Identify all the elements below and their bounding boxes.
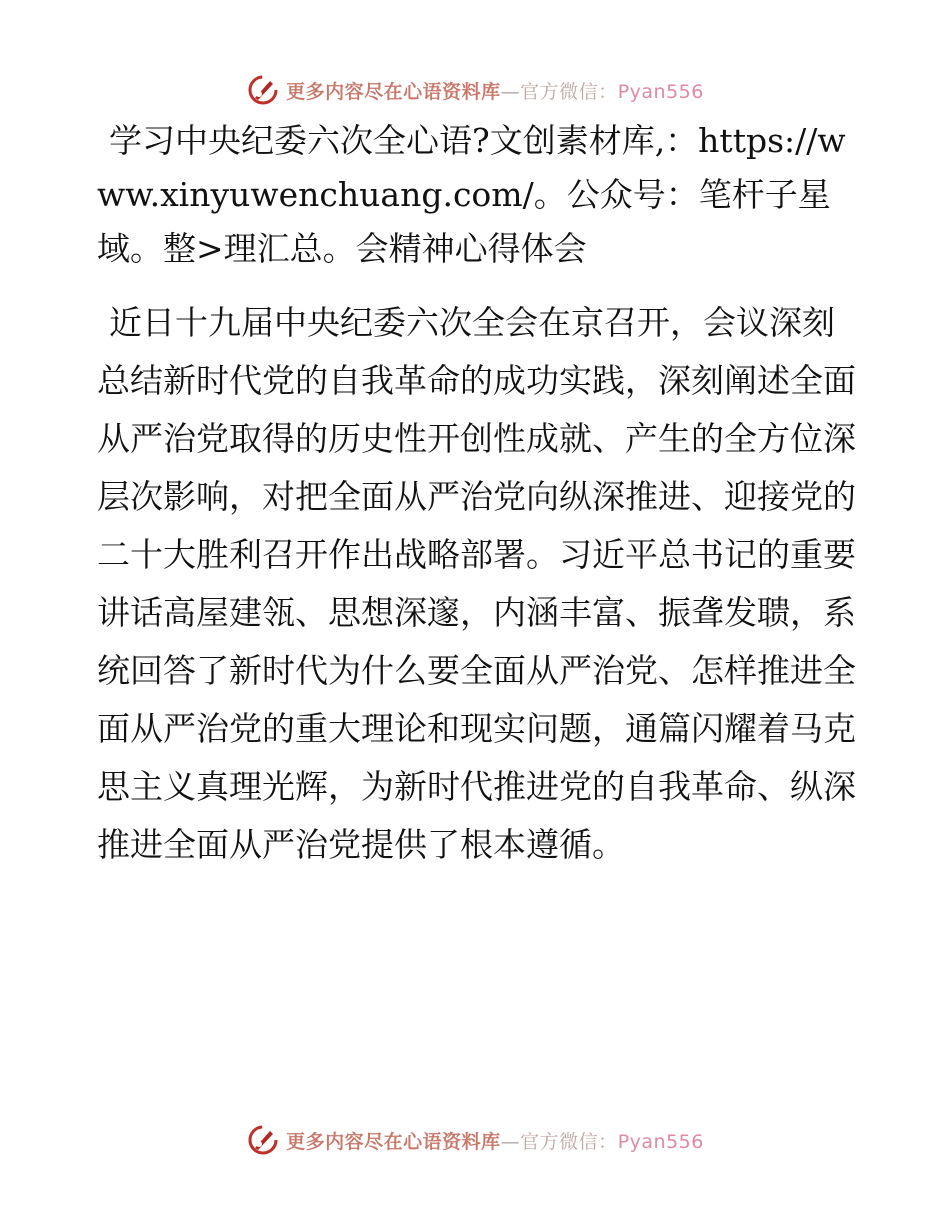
document-paragraph — [97, 294, 857, 874]
banner-site-name: 更多内容尽在心语资料库 — [286, 1130, 501, 1153]
banner-wechat-label: 官方微信： — [520, 80, 618, 103]
red-brush-logo-icon — [246, 1123, 280, 1157]
banner-dash: — — [500, 1130, 521, 1153]
banner-text — [286, 1127, 704, 1154]
banner-site-name: 更多内容尽在心语资料库 — [286, 80, 501, 103]
header-watermark-banner — [0, 70, 950, 110]
banner-wechat-id: Pyan556 — [617, 1130, 704, 1153]
banner-text — [286, 77, 704, 104]
banner-content — [246, 73, 704, 107]
document-body — [97, 114, 857, 874]
footer-watermark-banner — [0, 1120, 950, 1160]
document-title — [97, 114, 857, 276]
red-brush-logo-icon — [246, 73, 280, 107]
banner-wechat-label: 官方微信： — [520, 1130, 618, 1153]
banner-content — [246, 1123, 704, 1157]
banner-dash: — — [500, 80, 521, 103]
document-title-text: 学习中央纪委六次全心语?文创素材库,：https://www.xinyuwenchuang.com/。公众号：笔杆子星域。整>理汇总。会精神心得体会 — [97, 121, 846, 268]
banner-wechat-id: Pyan556 — [617, 80, 704, 103]
document-paragraph-text: 近日十九届中央纪委六次全会在京召开，会议深刻总结新时代党的自我革命的成功实践，深刻阐述全面从严治党取得的历史性开创性成就、产生的全方位深层次影响，对把全面从严治党向纵深推进、迎接党的二十大胜利召开作出战略部署。习近平总书记的重要讲话高屋建瓴、思想深邃，内涵丰富、振聋发聩，系统回答了新时代为什么要全面从严治党、怎样推进全面从严治党的重大理论和现实问题，通篇闪耀着马克思主义真理光辉，为新时代推进党的自我革命、纵深推进全面从严治党提供了根本遵循。 — [97, 303, 856, 864]
